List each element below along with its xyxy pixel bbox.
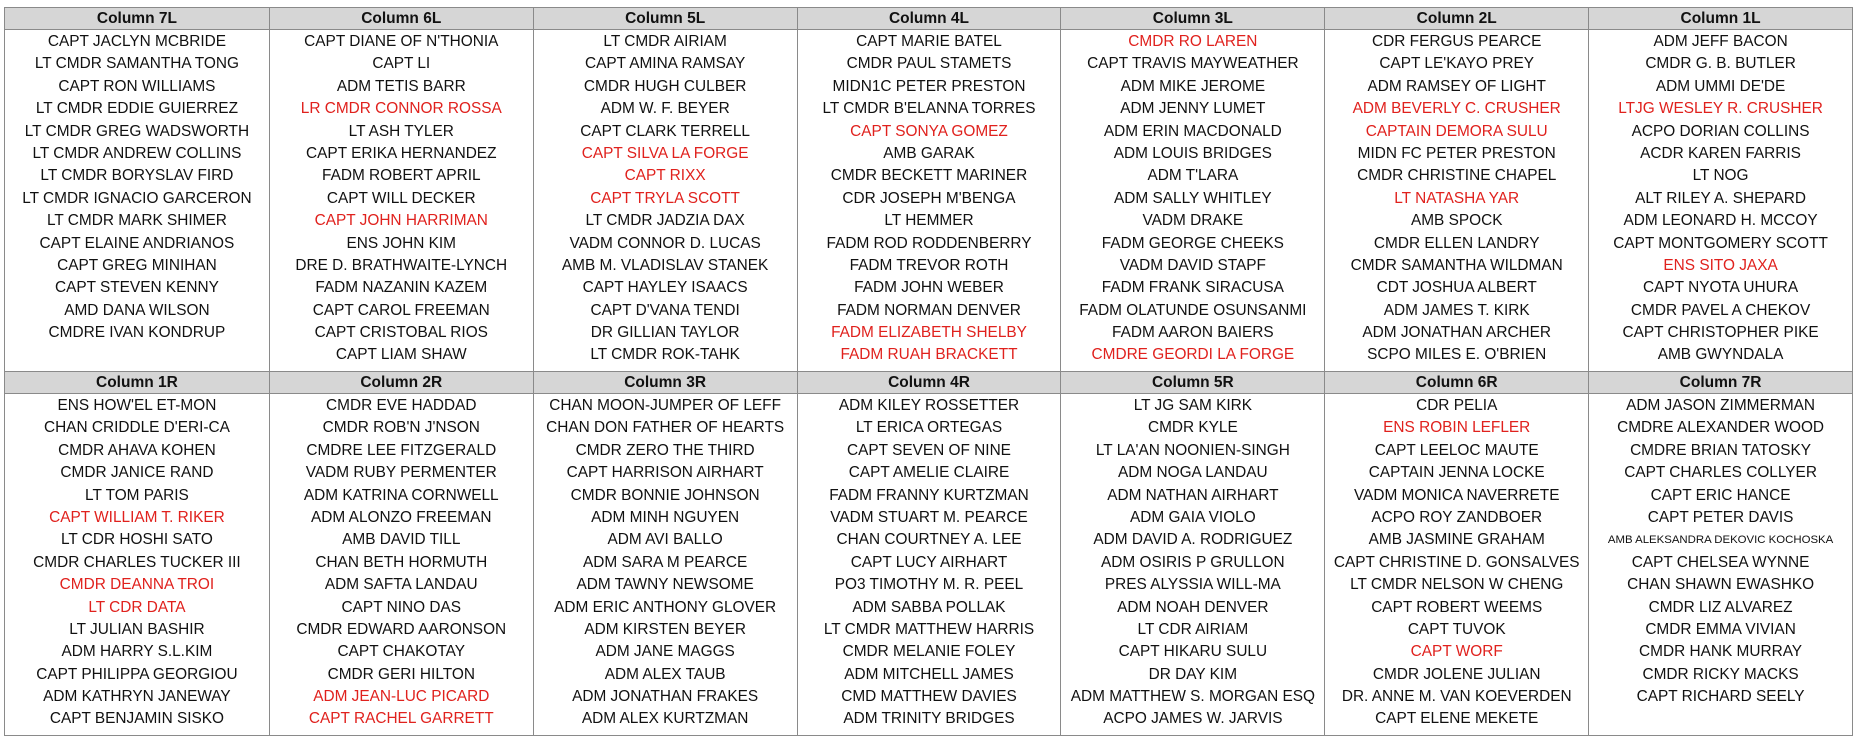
name-entry: LT JULIAN BASHIR — [69, 620, 205, 638]
column-1l — [1588, 8, 1852, 371]
name-entry: LT CMDR JADZIA DAX — [585, 212, 745, 230]
name-entry: LT CMDR IGNACIO GARCERON — [22, 189, 252, 207]
name-entry: CAPT ERIKA HERNANDEZ — [306, 144, 497, 162]
name-entry: VADM RUBY PERMENTER — [305, 464, 497, 482]
name-entry: LT CMDR ANDREW COLLINS — [32, 144, 242, 162]
name-entry-highlighted: CAPT JOHN HARRIMAN — [314, 212, 488, 230]
name-list — [534, 394, 797, 735]
name-list — [798, 394, 1061, 735]
name-entry: CHAN COURTNEY A. LEE — [836, 531, 1022, 549]
name-entry: ADM T'LARA — [1147, 167, 1239, 185]
name-entry: CMDR JOLENE JULIAN — [1372, 665, 1541, 683]
name-entry: CMDR SAMANTHA WILDMAN — [1350, 256, 1563, 274]
name-entry: CMDR CHARLES TUCKER III — [33, 553, 241, 571]
name-entry-highlighted: CAPT RACHEL GARRETT — [308, 710, 494, 728]
column-1r — [5, 372, 269, 735]
column-7r — [1588, 372, 1852, 735]
name-entry-highlighted: CAPT SONYA GOMEZ — [850, 122, 1008, 140]
name-entry: CMDR EDWARD AARONSON — [296, 620, 507, 638]
name-list — [270, 394, 533, 735]
column-4r — [797, 372, 1061, 735]
name-entry: FADM ROD RODDENBERRY — [826, 234, 1032, 252]
name-entry: ACPO DORIAN COLLINS — [1631, 122, 1810, 140]
name-entry: VADM CONNOR D. LUCAS — [569, 234, 761, 252]
name-entry: CMDR LIZ ALVAREZ — [1648, 598, 1793, 616]
column-header: Column 5L — [534, 8, 797, 30]
name-entry: CMDRE LEE FITZGERALD — [306, 441, 497, 459]
name-entry: ADM UMMI DE'DE — [1655, 77, 1786, 95]
name-entry: CAPT SEVEN OF NINE — [847, 441, 1011, 459]
name-entry: ADM JANE MAGGS — [595, 643, 735, 661]
name-list — [5, 394, 269, 735]
name-entry: CMDR BECKETT MARINER — [830, 167, 1028, 185]
name-entry-highlighted: CMDRE GEORDI LA FORGE — [1091, 346, 1295, 364]
name-entry: CAPT HIKARU SULU — [1118, 643, 1268, 661]
name-entry: FADM TREVOR ROTH — [849, 256, 1009, 274]
name-entry: VADM DRAKE — [1142, 212, 1244, 230]
name-entry: CMDR EVE HADDAD — [326, 397, 477, 414]
name-entry: CAPT GREG MINIHAN — [57, 256, 217, 274]
column-header: Column 6R — [1325, 372, 1588, 394]
name-entry: ENS JOHN KIM — [346, 234, 456, 252]
name-entry: CAPT CAROL FREEMAN — [312, 301, 490, 319]
name-entry: CMDR GERI HILTON — [327, 665, 475, 683]
name-entry: CAPT LE'KAYO PREY — [1379, 55, 1535, 73]
name-entry: LT CMDR SAMANTHA TONG — [34, 55, 239, 73]
column-3l — [1060, 8, 1324, 371]
name-entry: CMDR BONNIE JOHNSON — [570, 486, 760, 504]
name-entry: CMDR ZERO THE THIRD — [575, 441, 755, 459]
name-entry: CMDR CHRISTINE CHAPEL — [1357, 167, 1557, 185]
name-entry: CAPT LEELOC MAUTE — [1374, 441, 1539, 459]
name-entry: LT CMDR MATTHEW HARRIS — [823, 620, 1035, 638]
name-entry: ADM JAMES T. KIRK — [1383, 301, 1530, 319]
name-entry: DR DAY KIM — [1148, 665, 1238, 683]
column-header: Column 4R — [798, 372, 1061, 394]
name-entry: CHAN BETH HORMUTH — [315, 553, 488, 571]
name-entry: ADM SALLY WHITLEY — [1114, 189, 1272, 207]
name-entry: PRES ALYSSIA WILL-MA — [1104, 576, 1281, 594]
column-6r — [1324, 372, 1588, 735]
name-entry: CAPT CHELSEA WYNNE — [1631, 553, 1810, 571]
name-entry-highlighted: CMDR RO LAREN — [1128, 33, 1258, 50]
name-entry: SCPO MILES E. O'BRIEN — [1367, 346, 1547, 364]
name-entry: CAPT TUVOK — [1407, 620, 1506, 638]
name-entry: AMB JASMINE GRAHAM — [1368, 531, 1545, 549]
name-entry: LT CMDR EDDIE GUIERREZ — [35, 100, 238, 118]
name-entry: CAPT JACLYN MCBRIDE — [47, 33, 226, 50]
name-entry-highlighted: ADM JEAN-LUC PICARD — [313, 688, 490, 706]
name-entry: LT ASH TYLER — [348, 122, 454, 140]
name-entry: ADM ERIN MACDONALD — [1103, 122, 1282, 140]
name-entry: CAPT PHILIPPA GEORGIOU — [36, 665, 238, 683]
name-entry: AMB GWYNDALA — [1657, 346, 1784, 364]
column-header: Column 7L — [5, 8, 269, 30]
name-entry: LT CDR AIRIAM — [1137, 620, 1249, 638]
name-entry: ALT RILEY A. SHEPARD — [1635, 189, 1806, 207]
name-entry: CAPT PETER DAVIS — [1647, 508, 1794, 526]
name-entry: LT NOG — [1692, 167, 1749, 185]
name-entry-highlighted: CAPT RIXX — [624, 167, 706, 185]
roster-table — [4, 7, 1853, 736]
name-entry: ADM HARRY S.L.KIM — [61, 643, 213, 661]
name-entry: CMDR EMMA VIVIAN — [1645, 620, 1796, 638]
name-entry: ADM AVI BALLO — [607, 531, 723, 549]
name-entry: ACPO JAMES W. JARVIS — [1103, 710, 1283, 728]
name-list — [1061, 30, 1324, 371]
name-entry: ADM JASON ZIMMERMAN — [1626, 397, 1816, 414]
name-entry: CAPT LI — [372, 55, 431, 73]
name-list — [5, 30, 269, 371]
name-entry: CAPT LUCY AIRHART — [850, 553, 1008, 571]
name-entry: DR. ANNE M. VAN KOEVERDEN — [1341, 688, 1572, 706]
column-header: Column 1L — [1589, 8, 1852, 30]
name-list — [1589, 30, 1852, 371]
name-entry: AMB ALEKSANDRA DEKOVIC KOCHOSKA — [1607, 534, 1834, 547]
name-entry: CMDR ELLEN LANDRY — [1373, 234, 1540, 252]
name-entry: CAPT ELENE MEKETE — [1375, 710, 1539, 728]
column-2r — [269, 372, 533, 735]
name-entry: CHAN CRIDDLE D'ERI-CA — [43, 419, 230, 437]
name-entry: ACPO ROY ZANDBOER — [1371, 508, 1543, 526]
name-entry: ADM RAMSEY OF LIGHT — [1367, 77, 1546, 95]
name-entry: CDR FERGUS PEARCE — [1372, 33, 1542, 50]
column-header: Column 3R — [534, 372, 797, 394]
name-entry: CMDR AHAVA KOHEN — [58, 441, 216, 459]
name-entry: LT ERICA ORTEGAS — [855, 419, 1003, 437]
name-entry: FADM FRANK SIRACUSA — [1101, 279, 1284, 297]
name-entry: LT HEMMER — [884, 212, 974, 230]
name-entry: CAPT BENJAMIN SISKO — [49, 710, 225, 728]
name-entry: CMDR JANICE RAND — [60, 464, 214, 482]
name-entry: LT CMDR B'ELANNA TORRES — [822, 100, 1036, 118]
name-entry: FADM NAZANIN KAZEM — [315, 279, 488, 297]
name-entry: CAPT ERIC HANCE — [1650, 486, 1791, 504]
name-entry: MIDN FC PETER PRESTON — [1357, 144, 1556, 162]
column-header: Column 2L — [1325, 8, 1588, 30]
name-entry: ADM DAVID A. RODRIGUEZ — [1093, 531, 1293, 549]
name-entry-highlighted: LT NATASHA YAR — [1394, 189, 1520, 207]
name-entry: CAPT MARIE BATEL — [856, 33, 1002, 50]
name-entry: ADM MINH NGUYEN — [591, 508, 740, 526]
column-4l — [797, 8, 1061, 371]
name-entry: CAPT STEVEN KENNY — [54, 279, 219, 297]
name-entry: CAPT NINO DAS — [341, 598, 461, 616]
name-entry: ADM TAWNY NEWSOME — [576, 576, 754, 594]
name-entry: CAPT CRISTOBAL RIOS — [314, 324, 488, 342]
name-entry: LT CMDR AIRIAM — [603, 33, 727, 50]
name-entry: ADM KATRINA CORNWELL — [303, 486, 499, 504]
name-entry: CMDRE ALEXANDER WOOD — [1617, 419, 1825, 437]
column-2l — [1324, 8, 1588, 371]
name-entry: FADM NORMAN DENVER — [837, 301, 1021, 319]
column-header: Column 4L — [798, 8, 1061, 30]
name-entry: ADM ERIC ANTHONY GLOVER — [554, 598, 777, 616]
name-entry: MIDN1C PETER PRESTON — [832, 77, 1026, 95]
name-entry: ADM JONATHAN FRAKES — [572, 688, 759, 706]
column-header: Column 6L — [270, 8, 533, 30]
name-list — [1325, 394, 1588, 735]
name-entry: CDR PELIA — [1416, 397, 1498, 414]
name-entry: ADM LEONARD H. MCCOY — [1623, 212, 1818, 230]
name-entry: CAPT DIANE OF N'THONIA — [304, 33, 499, 50]
column-3r — [533, 372, 797, 735]
name-entry-highlighted: ADM BEVERLY C. CRUSHER — [1352, 100, 1561, 118]
name-entry: AMB GARAK — [883, 144, 975, 162]
name-entry-highlighted: LT CDR DATA — [88, 598, 186, 616]
name-list — [798, 30, 1061, 371]
name-entry: CAPT CHARLES COLLYER — [1624, 464, 1817, 482]
name-entry: ADM ALEX KURTZMAN — [581, 710, 749, 728]
name-entry: CMDR ROB'N J'NSON — [322, 419, 480, 437]
name-entry-highlighted: CAPT SILVA LA FORGE — [581, 144, 749, 162]
name-entry: CAPT CLARK TERRELL — [580, 122, 750, 140]
name-entry: AMD DANA WILSON — [64, 301, 210, 319]
name-entry: CMDR PAUL STAMETS — [846, 55, 1012, 73]
name-entry: ADM ALEX TAUB — [604, 665, 726, 683]
name-entry: CAPT CHAKOTAY — [337, 643, 465, 661]
name-entry: CHAN SHAWN EWASHKO — [1627, 576, 1815, 594]
name-entry: ADM OSIRIS P GRULLON — [1101, 553, 1285, 571]
name-entry: AMB DAVID TILL — [342, 531, 461, 549]
name-entry-highlighted: ENS SITO JAXA — [1663, 256, 1778, 274]
bottom-block — [4, 371, 1853, 736]
name-entry: LT LA'AN NOONIEN-SINGH — [1095, 441, 1290, 459]
name-entry: CMDRE BRIAN TATOSKY — [1630, 441, 1812, 459]
name-entry: CAPT TRAVIS MAYWEATHER — [1087, 55, 1299, 73]
column-5l — [533, 8, 797, 371]
name-entry: VADM MONICA NAVERRETE — [1353, 486, 1560, 504]
name-entry-highlighted: ENS ROBIN LEFLER — [1383, 419, 1531, 437]
name-entry: LT CMDR BORYSLAV FIRD — [40, 167, 234, 185]
name-entry: ADM TETIS BARR — [336, 77, 466, 95]
name-list — [534, 30, 797, 371]
name-entry: ADM SAFTA LANDAU — [324, 576, 478, 594]
name-entry: VADM DAVID STAPF — [1119, 256, 1266, 274]
name-entry: ADM W. F. BEYER — [600, 100, 730, 118]
name-entry: ADM MIKE JEROME — [1120, 77, 1266, 95]
name-entry: FADM GEORGE CHEEKS — [1101, 234, 1284, 252]
name-entry-highlighted: CMDR DEANNA TROI — [59, 576, 215, 594]
name-entry: CDT JOSHUA ALBERT — [1376, 279, 1537, 297]
name-entry: LT JG SAM KIRK — [1133, 397, 1252, 414]
column-6l — [269, 8, 533, 371]
name-entry-highlighted: CAPT WILLIAM T. RIKER — [49, 508, 225, 526]
name-entry: ADM SABBA POLLAK — [852, 598, 1006, 616]
name-entry: LT CMDR GREG WADSWORTH — [24, 122, 250, 140]
name-entry-highlighted: LR CMDR CONNOR ROSSA — [300, 100, 502, 118]
name-entry: ADM JENNY LUMET — [1120, 100, 1266, 118]
name-entry: LT CMDR ROK-TAHK — [590, 346, 740, 364]
name-entry: ADM NOGA LANDAU — [1118, 464, 1268, 482]
name-entry: LT CMDR NELSON W CHENG — [1350, 576, 1564, 594]
column-header: Column 5R — [1061, 372, 1324, 394]
name-entry: FADM AARON BAIERS — [1112, 324, 1274, 342]
name-entry: DR GILLIAN TAYLOR — [590, 324, 740, 342]
name-entry: CMDR HANK MURRAY — [1639, 643, 1803, 661]
name-entry: CMDR KYLE — [1147, 419, 1238, 437]
name-entry-highlighted: FADM ELIZABETH SHELBY — [831, 324, 1027, 342]
name-entry: ADM SARA M PEARCE — [583, 553, 748, 571]
name-entry: CMDR RICKY MACKS — [1642, 665, 1799, 683]
name-entry: LT CMDR MARK SHIMER — [46, 212, 227, 230]
name-entry: ADM KILEY ROSSETTER — [838, 397, 1020, 414]
name-entry: AMB M. VLADISLAV STANEK — [561, 256, 769, 274]
name-entry: CAPT WILL DECKER — [326, 189, 476, 207]
name-entry: PO3 TIMOTHY M. R. PEEL — [834, 576, 1024, 594]
top-block — [4, 7, 1853, 371]
name-entry: ADM GAIA VIOLO — [1129, 508, 1256, 526]
name-entry: ACDR KAREN FARRIS — [1640, 144, 1801, 162]
name-entry: CAPT ELAINE ANDRIANOS — [39, 234, 235, 252]
column-7l — [5, 8, 269, 371]
name-entry: CMD MATTHEW DAVIES — [841, 688, 1017, 706]
name-entry: FADM JOHN WEBER — [854, 279, 1004, 297]
name-entry: ADM ALONZO FREEMAN — [311, 508, 492, 526]
name-entry: CMDR HUGH CULBER — [583, 77, 747, 95]
column-header: Column 1R — [5, 372, 269, 394]
name-entry: CMDRE IVAN KONDRUP — [48, 324, 226, 342]
name-entry: ADM JEFF BACON — [1653, 33, 1788, 50]
name-entry: DRE D. BRATHWAITE-LYNCH — [295, 256, 508, 274]
name-entry: FADM OLATUNDE OSUNSANMI — [1079, 301, 1307, 319]
name-entry-highlighted: LTJG WESLEY R. CRUSHER — [1618, 100, 1823, 118]
name-entry: ADM NATHAN AIRHART — [1107, 486, 1279, 504]
name-entry: CHAN MOON-JUMPER OF LEFF — [549, 397, 781, 414]
name-entry-highlighted: CAPT TRYLA SCOTT — [590, 189, 740, 207]
name-entry: LT TOM PARIS — [85, 486, 189, 504]
name-entry: CAPT RON WILLIAMS — [58, 77, 216, 95]
name-entry: CDR JOSEPH M'BENGA — [842, 189, 1016, 207]
name-entry: VADM STUART M. PEARCE — [830, 508, 1028, 526]
column-header: Column 2R — [270, 372, 533, 394]
name-entry: LT CDR HOSHI SATO — [60, 531, 213, 549]
name-entry: CAPT HAYLEY ISAACS — [582, 279, 748, 297]
name-entry: FADM ROBERT APRIL — [322, 167, 481, 185]
name-entry: CAPT RICHARD SEELY — [1636, 688, 1805, 706]
name-entry: FADM FRANNY KURTZMAN — [829, 486, 1029, 504]
name-entry: CAPT CHRISTINE D. GONSALVES — [1333, 553, 1580, 571]
name-entry: CHAN DON FATHER OF HEARTS — [546, 419, 785, 437]
name-entry: ADM MITCHELL JAMES — [844, 665, 1014, 683]
name-list — [1061, 394, 1324, 735]
name-entry: ADM TRINITY BRIDGES — [843, 710, 1015, 728]
name-entry: CAPT HARRISON AIRHART — [566, 464, 764, 482]
name-entry: ADM LOUIS BRIDGES — [1113, 144, 1272, 162]
name-entry: CAPT D'VANA TENDI — [590, 301, 740, 319]
name-entry: CMDR PAVEL A CHEKOV — [1630, 301, 1811, 319]
name-entry: AMB SPOCK — [1410, 212, 1503, 230]
name-entry: CAPT LIAM SHAW — [335, 346, 467, 364]
name-entry: CAPTAIN JENNA LOCKE — [1368, 464, 1545, 482]
name-entry: CAPT CHRISTOPHER PIKE — [1622, 324, 1819, 342]
column-header: Column 7R — [1589, 372, 1852, 394]
name-entry: CMDR G. B. BUTLER — [1645, 55, 1796, 73]
name-entry: ENS HOW'EL ET-MON — [57, 397, 217, 414]
name-entry-highlighted: FADM RUAH BRACKETT — [840, 346, 1018, 364]
name-entry: ADM NOAH DENVER — [1117, 598, 1269, 616]
name-entry-highlighted: CAPT WORF — [1410, 643, 1503, 661]
column-5r — [1060, 372, 1324, 735]
name-entry: CAPT AMELIE CLAIRE — [848, 464, 1010, 482]
name-entry: CAPT NYOTA UHURA — [1643, 279, 1799, 297]
column-header: Column 3L — [1061, 8, 1324, 30]
name-entry-highlighted: CAPTAIN DEMORA SULU — [1365, 122, 1548, 140]
name-entry: ADM MATTHEW S. MORGAN ESQ — [1070, 688, 1315, 706]
name-list — [1325, 30, 1588, 371]
name-entry: ADM JONATHAN ARCHER — [1362, 324, 1552, 342]
name-entry: CAPT MONTGOMERY SCOTT — [1613, 234, 1828, 252]
name-entry: ADM KATHRYN JANEWAY — [43, 688, 231, 706]
name-list — [1589, 394, 1852, 735]
name-entry: ADM KIRSTEN BEYER — [584, 620, 746, 638]
name-entry: CAPT AMINA RAMSAY — [585, 55, 746, 73]
name-entry: CAPT ROBERT WEEMS — [1371, 598, 1543, 616]
name-list — [270, 30, 533, 371]
name-entry: CMDR MELANIE FOLEY — [842, 643, 1016, 661]
